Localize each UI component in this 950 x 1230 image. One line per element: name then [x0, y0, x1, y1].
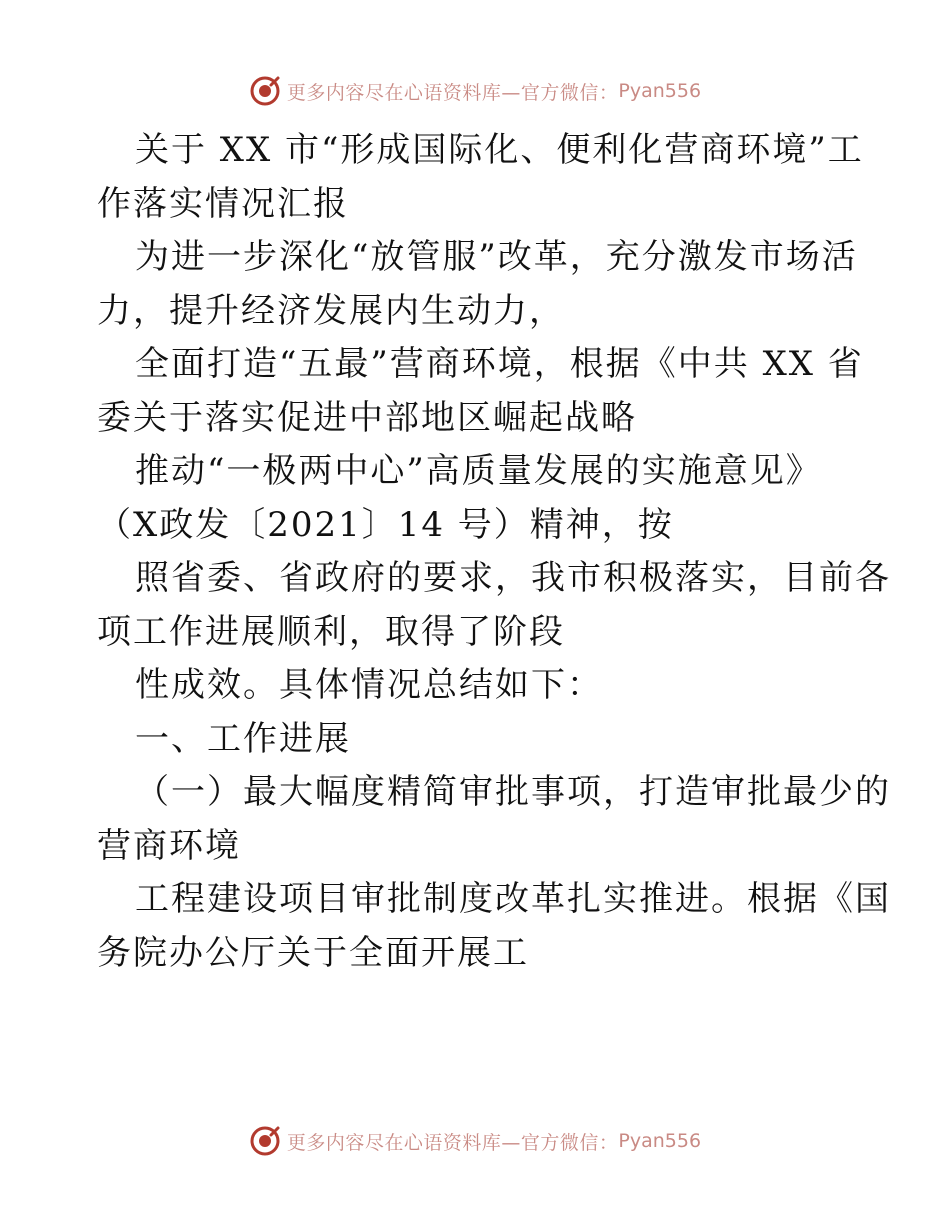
watermark-wechat-id: Pyan556	[618, 80, 702, 102]
text-line: 关于 XX 市“形成国际化、便利化营商环境”工	[135, 130, 864, 170]
text-line: 性成效。具体情况总结如下：	[135, 665, 603, 705]
text-line: 一、工作进展	[135, 718, 351, 759]
text-line: 营商环境	[97, 825, 241, 866]
paragraph-title	[97, 124, 864, 231]
section-heading	[97, 713, 857, 767]
paragraph	[97, 445, 857, 499]
text-line: 委关于落实促进中部地区崛起战略	[97, 397, 637, 438]
text-line: 力，提升经济发展内生动力，	[97, 290, 565, 331]
paragraph	[97, 499, 857, 553]
paragraph	[97, 231, 857, 338]
text-line: （X政发〔2021〕14 号）精神，按	[97, 504, 674, 545]
text-line: 工程建设项目审批制度改革扎实推进。根据《国	[135, 879, 891, 919]
watermark-logo-icon	[249, 75, 281, 107]
subsection-heading	[97, 766, 891, 873]
text-line: 作落实情况汇报	[97, 183, 349, 224]
document-body	[97, 124, 891, 980]
text-line: 推动“一极两中心”高质量发展的实施意见》	[135, 451, 822, 491]
text-line: 务院办公厅关于全面开展工	[97, 932, 529, 973]
watermark-text: 更多内容尽在心语资料库—官方微信：	[286, 81, 619, 104]
paragraph	[97, 659, 857, 713]
text-line: （一）最大幅度精简审批事项，打造审批最少的	[135, 772, 891, 812]
text-line: 项工作进展顺利，取得了阶段	[97, 611, 565, 652]
header-watermark	[0, 71, 950, 111]
paragraph	[97, 873, 891, 980]
footer-watermark	[0, 1121, 950, 1161]
text-line: 为进一步深化“放管服”改革，充分激发市场活	[135, 237, 858, 277]
watermark-wechat-id: Pyan556	[618, 1130, 702, 1152]
watermark-text: 更多内容尽在心语资料库—官方微信：	[286, 1131, 619, 1154]
paragraph	[97, 338, 864, 445]
text-line: 照省委、省政府的要求，我市积极落实，目前各	[135, 558, 891, 598]
paragraph	[97, 552, 891, 659]
text-line: 全面打造“五最”营商环境，根据《中共 XX 省	[135, 344, 864, 384]
watermark-logo-icon	[249, 1125, 281, 1157]
